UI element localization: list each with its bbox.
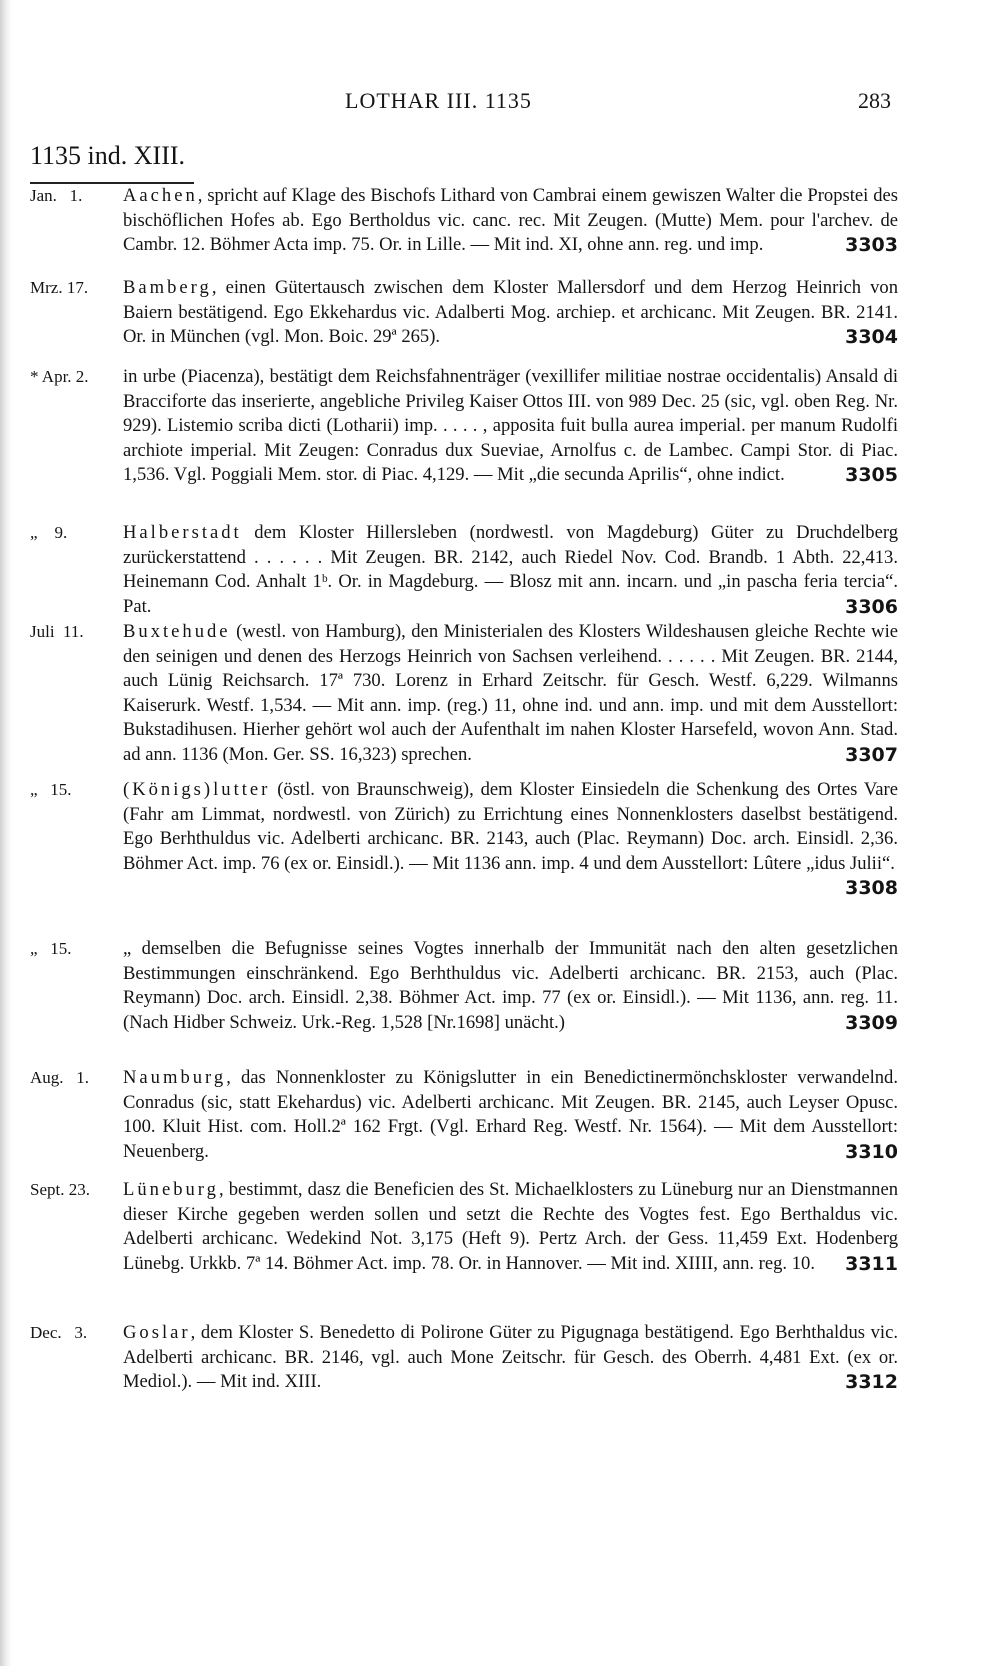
entry-place: Buxtehude <box>123 621 231 642</box>
regest-number: 3304 <box>845 326 898 348</box>
entry-date: Dec. 3. <box>30 1323 88 1342</box>
entry-text <box>123 778 898 899</box>
entry-date: „ 15. <box>30 939 72 958</box>
entry-date: „ 15. <box>30 780 72 799</box>
entry-date: Sept. 23. <box>30 1180 90 1199</box>
running-title: LOTHAR III. 1135 <box>345 88 532 113</box>
regest-number: 3312 <box>845 1371 898 1393</box>
entry-body: (östl. von Braunschweig), dem Kloster Einsiedeln die Schenkung des Ortes Vare (Fahr am Limmat, nordwestl. von Zürich) zu Errichtung eines Nonnenklosters daselbst bestätigend. Ego Berhthuldus vic. Adelberti archicanc. BR. 2143, auch (Plac. Reymann) Doc. arch. Einsidl. 2,36. Böhmer Act. imp. 76 (ex or. Einsidl.). — Mit 1136 ann. imp. 4 und dem Ausstellort: Lûtere „idus Julii“. <box>123 779 898 874</box>
regesta-entry <box>30 937 900 1035</box>
scan-edge-shadow <box>0 0 12 1666</box>
regesta-entry <box>30 1321 900 1395</box>
entry-text <box>123 937 898 1035</box>
entry-text <box>123 365 898 488</box>
regesta-entry <box>30 276 900 350</box>
entry-date: Juli 11. <box>30 622 84 641</box>
entry-date: Aug. 1. <box>30 1068 90 1087</box>
entry-body: (westl. von Hamburg), den Ministerialen des Klosters Wildeshausen gleiche Rechte wie den seinigen und denen des Herzogs Heinrich von Sachsen verleihend. . . . . . Mit Zeugen. BR. 2144, auch Lünig Reichsarch. 17ª 730. Lorenz in Erhard Zeitschr. für Gesch. Westf. 6,229. Wilmanns Kaiserurk. Westf. 1,534. — Mit ann. imp. (reg.) 11, ohne ind. und ann. imp. und mit dem Ausstellort: Bukstadihusen. Hierher gehört wol auch der Aufenthalt im nahen Kloster Harsefeld, wovon Ann. Stad. ad ann. 1136 (Mon. Ger. SS. 16,323) sprechen. <box>123 621 898 765</box>
regest-number: 3311 <box>845 1252 898 1275</box>
regesta-entry <box>30 620 900 767</box>
entry-place: Lüneburg <box>123 1179 219 1200</box>
entry-body: , dem Kloster S. Benedetto di Polirone Güter zu Pigugnaga bestätigend. Ego Berhthaldus vic. Adelberti archicanc. BR. 2146, vgl. auch Mone Zeitschr. für Gesch. des Oberrh. 4,481 Ext. (ex or. Mediol.). — Mit ind. XIII. <box>123 1322 898 1392</box>
year-heading: 1135 ind. XIII. <box>30 141 186 170</box>
regesta-entry <box>30 184 900 258</box>
regesta-entry <box>30 521 900 619</box>
regest-number: 3305 <box>845 464 898 486</box>
entry-place: Naumburg <box>123 1067 227 1088</box>
entry-place: Goslar <box>123 1322 191 1343</box>
entry-text <box>123 184 898 258</box>
regest-number: 3303 <box>845 234 898 256</box>
regest-number: 3306 <box>845 595 898 618</box>
regest-number: 3307 <box>845 743 898 766</box>
entry-body: dem Kloster Hillersleben (nordwestl. von Magdeburg) Güter zu Druchdelberg zurückerstattend . . . . . . Mit Zeugen. BR. 2142, auch Riedel Nov. Cod. Brandb. 1 Abth. 22,413. Heinemann Cod. Anhalt 1ᵇ. Or. in Magdeburg. — Blosz mit ann. incarn. und „in pascha feria tercia“. Pat. <box>123 522 898 617</box>
entry-body: „ demselben die Befugnisse seines Vogtes innerhalb der Immunität nach den alten gesetzlichen Bestimmungen einschränkend. Ego Berhthuldus vic. Adelberti archicanc. BR. 2153, auch (Plac. Reymann) Doc. arch. Einsidl. 2,38. Böhmer Act. imp. 77 (ex or. Einsidl.). — Mit 1136, ann. reg. 11. (Nach Hidber Schweiz. Urk.-Reg. 1,528 [Nr.1698] unächt.) <box>123 938 898 1033</box>
entry-body: in urbe (Piacenza), bestätigt dem Reichsfahnenträger (vexillifer militiae nostrae occidentalis) Ansald di Bracciforte das inserierte, angebliche Privileg Kaiser Ottos III. von 989 Dec. 25 (sic, vgl. oben Reg. Nr. 929). Listemio scriba dicti (Lotharii) imp. . . . . , apposita fuit bulla aurea imperial. per manum Rudolfi archiote imperial. Mit Zeugen: Conradus dux Sueviae, Arnolfus c. de Lambec. Campi Stor. di Piac. 1,536. Vgl. Poggiali Mem. stor. di Piac. 4,129. — Mit „die secunda Aprilis“, ohne indict. <box>123 366 898 485</box>
entry-date: * Apr. 2. <box>30 367 89 386</box>
entry-body: , einen Gütertausch zwischen dem Kloster Mallersdorf und dem Herzog Heinrich von Baiern bestätigend. Ego Ekkehardus vic. Adalberti Mog. archiep. et archicanc. Mit Zeugen. BR. 2141. Or. in München (vgl. Mon. Boic. 29ª 265). <box>123 277 898 347</box>
regest-number: 3309 <box>845 1011 898 1034</box>
entry-body: , bestimmt, dasz die Beneficien des St. Michaelklosters zu Lüneburg nur an Dienstmannen dieser Kirche gegeben werden sollen und setzt die Rechte des Vogtes fest. Ego Berthaldus vic. Adelberti archicanc. Wedekind Not. 3,175 (Heft 9). Pertz Arch. der Gess. 11,459 Ext. Hodenberg Lünebg. Urkkb. 7ª 14. Böhmer Act. imp. 78. Or. in Hannover. — Mit ind. XIIII, ann. reg. 10. <box>123 1179 898 1274</box>
regest-number: 3310 <box>845 1140 898 1163</box>
entry-date: „ 9. <box>30 523 68 542</box>
entry-text <box>123 1066 898 1164</box>
entry-place: (Königs)lutter <box>123 779 271 800</box>
page-number: 283 <box>858 88 891 113</box>
entry-date: Mrz. 17. <box>30 278 89 297</box>
entry-body: , das Nonnenkloster zu Königslutter in ein Benedictinermönchskloster verwandelnd. Conradus (sic, statt Ekehardus) vic. Adelberti archicanc. Mit Zeugen. BR. 2145, auch Leyser Opusc. 100. Kluit Hist. com. Holl.2ª 162 Frgt. (Vgl. Erhard Reg. Westf. Nr. 1564). — Mit dem Ausstellort: Neuenberg. <box>123 1067 898 1162</box>
entry-place: Halberstadt <box>123 522 242 543</box>
entry-text <box>123 521 898 619</box>
entry-body: , spricht auf Klage des Bischofs Lithard von Cambrai einem gewiszen Walter die Propstei des bischöflichen Hofes ab. Ego Bertholdus vic. canc. rec. Mit Zeugen. (Mutte) Mem. pour l'archev. de Cambr. 12. Böhmer Acta imp. 75. Or. in Lille. — Mit ind. XI, ohne ann. reg. und imp. <box>123 185 898 255</box>
regesta-entry <box>30 365 900 488</box>
entry-place: Bamberg <box>123 277 212 298</box>
regesta-entry <box>30 1178 900 1276</box>
entry-date: Jan. 1. <box>30 186 83 205</box>
regest-number: 3308 <box>845 877 898 899</box>
running-head <box>0 88 1000 118</box>
entry-text <box>123 276 898 350</box>
entry-text <box>123 1321 898 1395</box>
regesta-entry <box>30 778 900 901</box>
entry-text <box>123 620 898 767</box>
regesta-entry <box>30 1066 900 1164</box>
entry-text <box>123 1178 898 1276</box>
entry-place: Aachen <box>123 185 198 206</box>
